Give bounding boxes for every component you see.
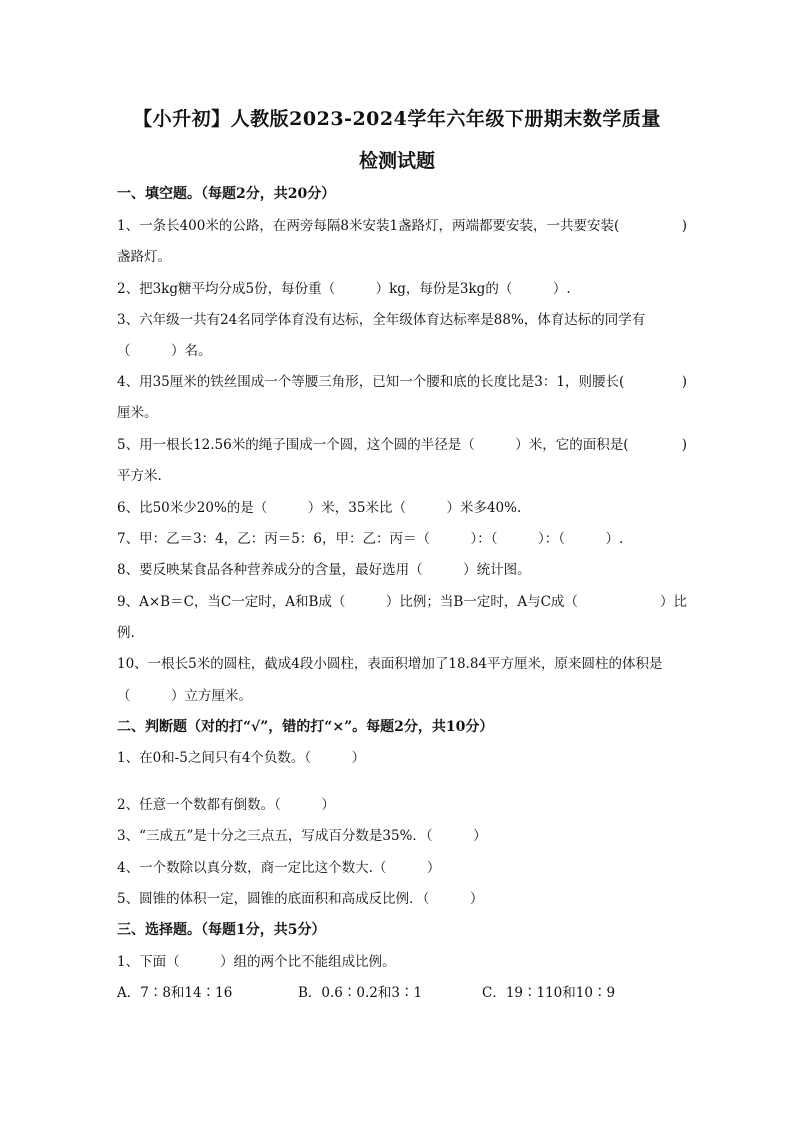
- question-text: 4、用35厘米的铁丝围成一个等腰三角形，已知一个腰和底的长度比是3：1，则腰长(: [117, 374, 625, 390]
- judge-question-4: 4、一个数除以真分数，商一定比这个数大.（ ）: [117, 860, 441, 876]
- question-10-line-2: （ ）立方厘米。: [117, 688, 252, 704]
- question-7: 7、甲：乙＝3：4，乙：丙＝5：6，甲：乙：丙＝（ ）：（ ）：（ ）.: [117, 531, 624, 547]
- question-6: 6、比50米少20%的是（ ）米，35米比（ ）米多40%.: [117, 500, 522, 516]
- question-9-line-2: 例.: [117, 625, 135, 641]
- question-4-line-2: 厘米。: [117, 405, 158, 421]
- option-a: A．7∶8和14∶16: [117, 985, 233, 1001]
- question-8: 8、要反映某食品各种营养成分的含量，最好选用（ ）统计图。: [117, 562, 531, 578]
- question-10-line-1: 10、一根长5米的圆柱，截成4段小圆柱，表面积增加了18.84平方厘米，原来圆柱的体积是: [117, 656, 663, 672]
- answer-bracket-close: ): [681, 437, 687, 453]
- judge-question-3: 3、“三成五”是十分之三点五，写成百分数是35%．（ ）: [117, 828, 487, 844]
- judge-question-5: 5、圆锥的体积一定，圆锥的底面积和高成反比例．（ ）: [117, 891, 484, 907]
- answer-bracket-close: ): [681, 218, 687, 234]
- section-2-heading: 二、判断题（对的打“√”，错的打“×”。每题2分，共10分）: [117, 719, 494, 735]
- question-2: 2、把3kg糖平均分成5份，每份重（ ）kg，每份是3kg的（ ）.: [117, 281, 571, 297]
- question-1-line-1: [117, 216, 687, 236]
- question-9-line-1: [117, 592, 687, 612]
- page-subtitle: 检测试题: [358, 150, 435, 172]
- choice-question-1: 1、下面（ ）组的两个比不能组成比例。: [117, 954, 396, 970]
- question-text-end: ）比: [660, 594, 687, 610]
- answer-bracket-close: ): [681, 374, 687, 390]
- option-c: C．19∶110和10∶9: [482, 985, 616, 1001]
- option-b: B．0.6∶0.2和3∶1: [298, 985, 423, 1001]
- question-1-line-2: 盏路灯。: [117, 249, 171, 265]
- question-text: 9、A×B＝C，当C一定时，A和B成（ ）比例；当B一定时，A与C成（: [117, 594, 578, 610]
- choice-question-1-options: [117, 983, 687, 1003]
- judge-question-2: 2、任意一个数都有倒数。（ ）: [117, 797, 335, 813]
- question-5-line-1: [117, 435, 687, 455]
- question-text: 1、一条长400米的公路，在两旁每隔8米安装1盏路灯，两端都要安装，一共要安装(: [117, 218, 620, 234]
- section-1-heading: 一、填空题。（每题2分，共20分）: [117, 186, 336, 202]
- question-5-line-2: 平方米.: [117, 468, 162, 484]
- page-title: 【小升初】人教版2023-2024学年六年级下册期末数学质量: [133, 108, 661, 130]
- question-3-line-2: （ ）名。: [117, 343, 212, 359]
- judge-question-1: 1、在0和-5之间只有4个负数。（ ）: [117, 750, 366, 766]
- question-4-line-1: [117, 372, 687, 392]
- section-3-heading: 三、选择题。（每题1分，共5分）: [117, 922, 326, 938]
- question-3-line-1: 3、六年级一共有24名同学体育没有达标，全年级体育达标率是88%，体育达标的同学有: [117, 312, 646, 328]
- question-text: 5、用一根长12.56米的绳子围成一个圆，这个圆的半径是（ ）米，它的面积是(: [117, 437, 629, 453]
